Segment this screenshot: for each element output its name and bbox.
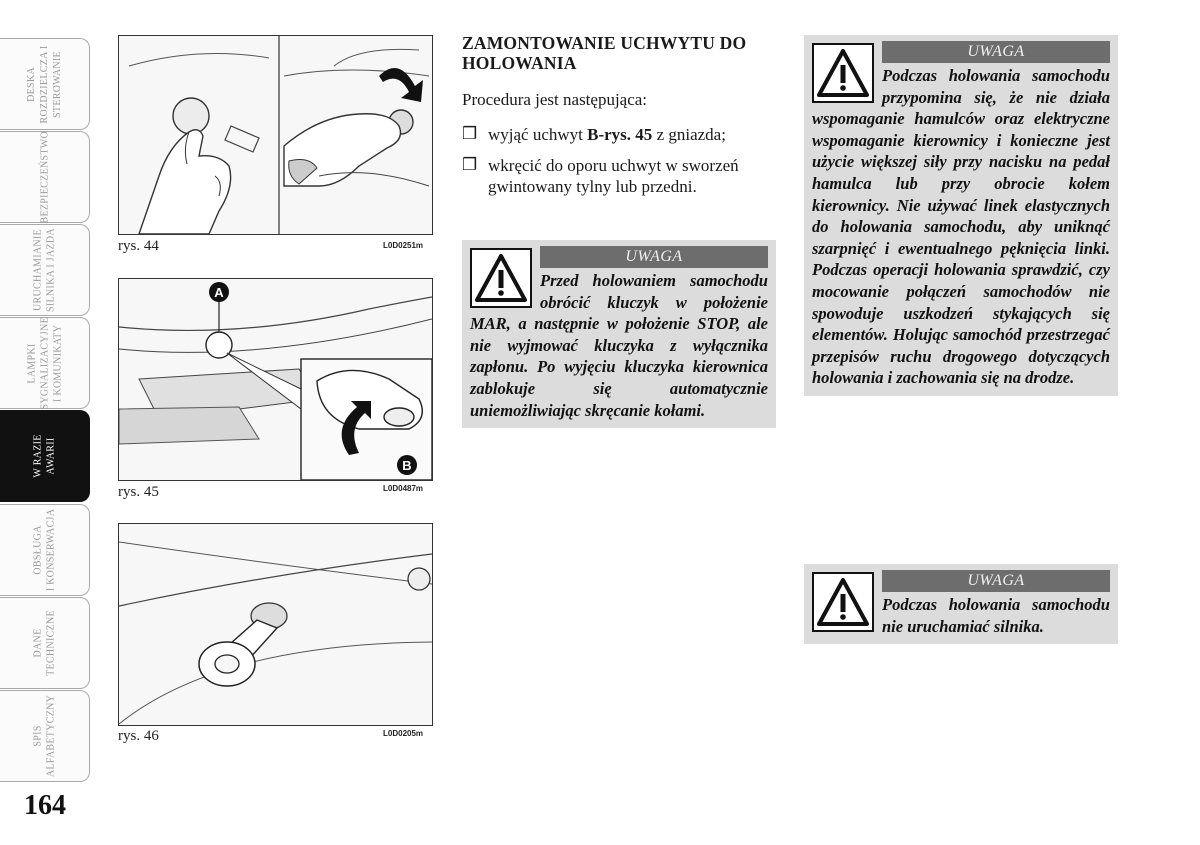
tab-w-razie-awarii[interactable] [0, 410, 90, 502]
step-item [462, 124, 782, 145]
warning-text: Podczas holowania samochodu przypomina się, że nie działa wspomaganie hamulców oraz elektryczne wspomaganie kierownicy i konieczne jest użycie większej siły przy nacisku na pedał hamulca lub przy obrocie kołem kierownicy. Nie używać linek elastycznych do holowania samochodu, aby uniknąć szarpnięć i ewentualnego pęknięcia linki. Podczas operacji holowania sprawdzić, czy mocowanie połączeń samochodów nie spowoduje uszkodzeń stykających się elementów. Holując samochód przestrzegać przepisów ruchu drogowego dotyczących holowania i zachowania się na drodze. [812, 66, 1110, 388]
tab-label: BEZPIECZEŃSTWO [39, 130, 50, 223]
figure-46-illustration [119, 524, 432, 725]
figure-45-illustration [119, 279, 432, 480]
figure-code: L0D0251m [383, 241, 424, 250]
warning-heading: UWAGA [882, 570, 1110, 592]
tab-label: LAMPKI SYGNALIZACYJNE I KOMUNIKATY [26, 316, 63, 409]
callout-label-b: B [402, 458, 412, 473]
tab-label: W RAZIE AWARII [32, 434, 57, 478]
warning-text: Podczas holowania samochodu nie uruchamiać silnika. [882, 595, 1110, 636]
step-text-part: z gniazda; [652, 125, 726, 144]
step-item [462, 155, 782, 197]
figure-code: L0D0487m [383, 484, 424, 493]
callout-label-a: A [214, 285, 224, 300]
warning-heading: UWAGA [540, 246, 768, 268]
tab-spis-alfabetyczny[interactable] [0, 690, 90, 782]
tab-label: URUCHAMIANIE SILNIKA I JAZDA [32, 228, 57, 312]
page-number: 164 [24, 790, 66, 821]
figure-44-illustration [119, 36, 432, 234]
warning-heading: UWAGA [882, 41, 1110, 63]
warning-triangle-icon [470, 248, 532, 308]
tab-lampki[interactable] [0, 317, 90, 409]
warning-box-engine [804, 564, 1118, 644]
step-text: wkręcić do oporu uchwyt w sworzeń gwintowany tylny lub przedni. [488, 156, 739, 196]
section-intro: Procedura jest następująca: [462, 90, 648, 109]
step-reference: B-rys. 45 [587, 125, 653, 144]
warning-triangle-icon [812, 43, 874, 103]
checkbox-bullet-icon: ❒ [462, 124, 478, 144]
figure-45 [118, 278, 433, 481]
tab-bezpieczenstwo[interactable] [0, 131, 90, 223]
checkbox-bullet-icon: ❒ [462, 155, 478, 175]
tab-uruchamianie[interactable] [0, 224, 90, 316]
warning-box-towing [804, 35, 1118, 396]
step-text-part: wyjąć uchwyt [488, 125, 588, 144]
figure-44 [118, 35, 433, 235]
section-title: ZAMONTOWANIE UCHWYTU DO HOLOWANIA [462, 33, 747, 73]
warning-text: Przed holowaniem samochodu obrócić kluczyk w położenie MAR, a następnie w położenie STOP, ale nie wyjmować kluczyka z wyłącznika zapłonu. Po wyjęciu kluczyka kierownica zablokuje się automatycznie uniemożliwiając skręcanie kołami. [470, 271, 768, 420]
figure-code: L0D0205m [383, 729, 424, 738]
tab-dane-techniczne[interactable] [0, 597, 90, 689]
figure-caption: rys. 44 [118, 238, 159, 254]
tab-label: OBSŁUGA I KONSERWACJA [32, 508, 57, 592]
figure-caption: rys. 45 [118, 484, 159, 500]
step-text [480, 124, 782, 145]
tab-deska-rozdzielcza[interactable] [0, 38, 90, 130]
warning-box-ignition [462, 240, 776, 428]
figure-caption: rys. 46 [118, 728, 159, 744]
tab-label: SPIS ALFABETYCZNY [32, 694, 57, 778]
tab-label: DESKA ROZDZIELCZA I STEROWANIE [26, 44, 63, 124]
tab-label: DANE TECHNICZNE [32, 610, 57, 676]
tab-obsluga[interactable] [0, 504, 90, 596]
figure-46 [118, 523, 433, 726]
warning-triangle-icon [812, 572, 874, 632]
